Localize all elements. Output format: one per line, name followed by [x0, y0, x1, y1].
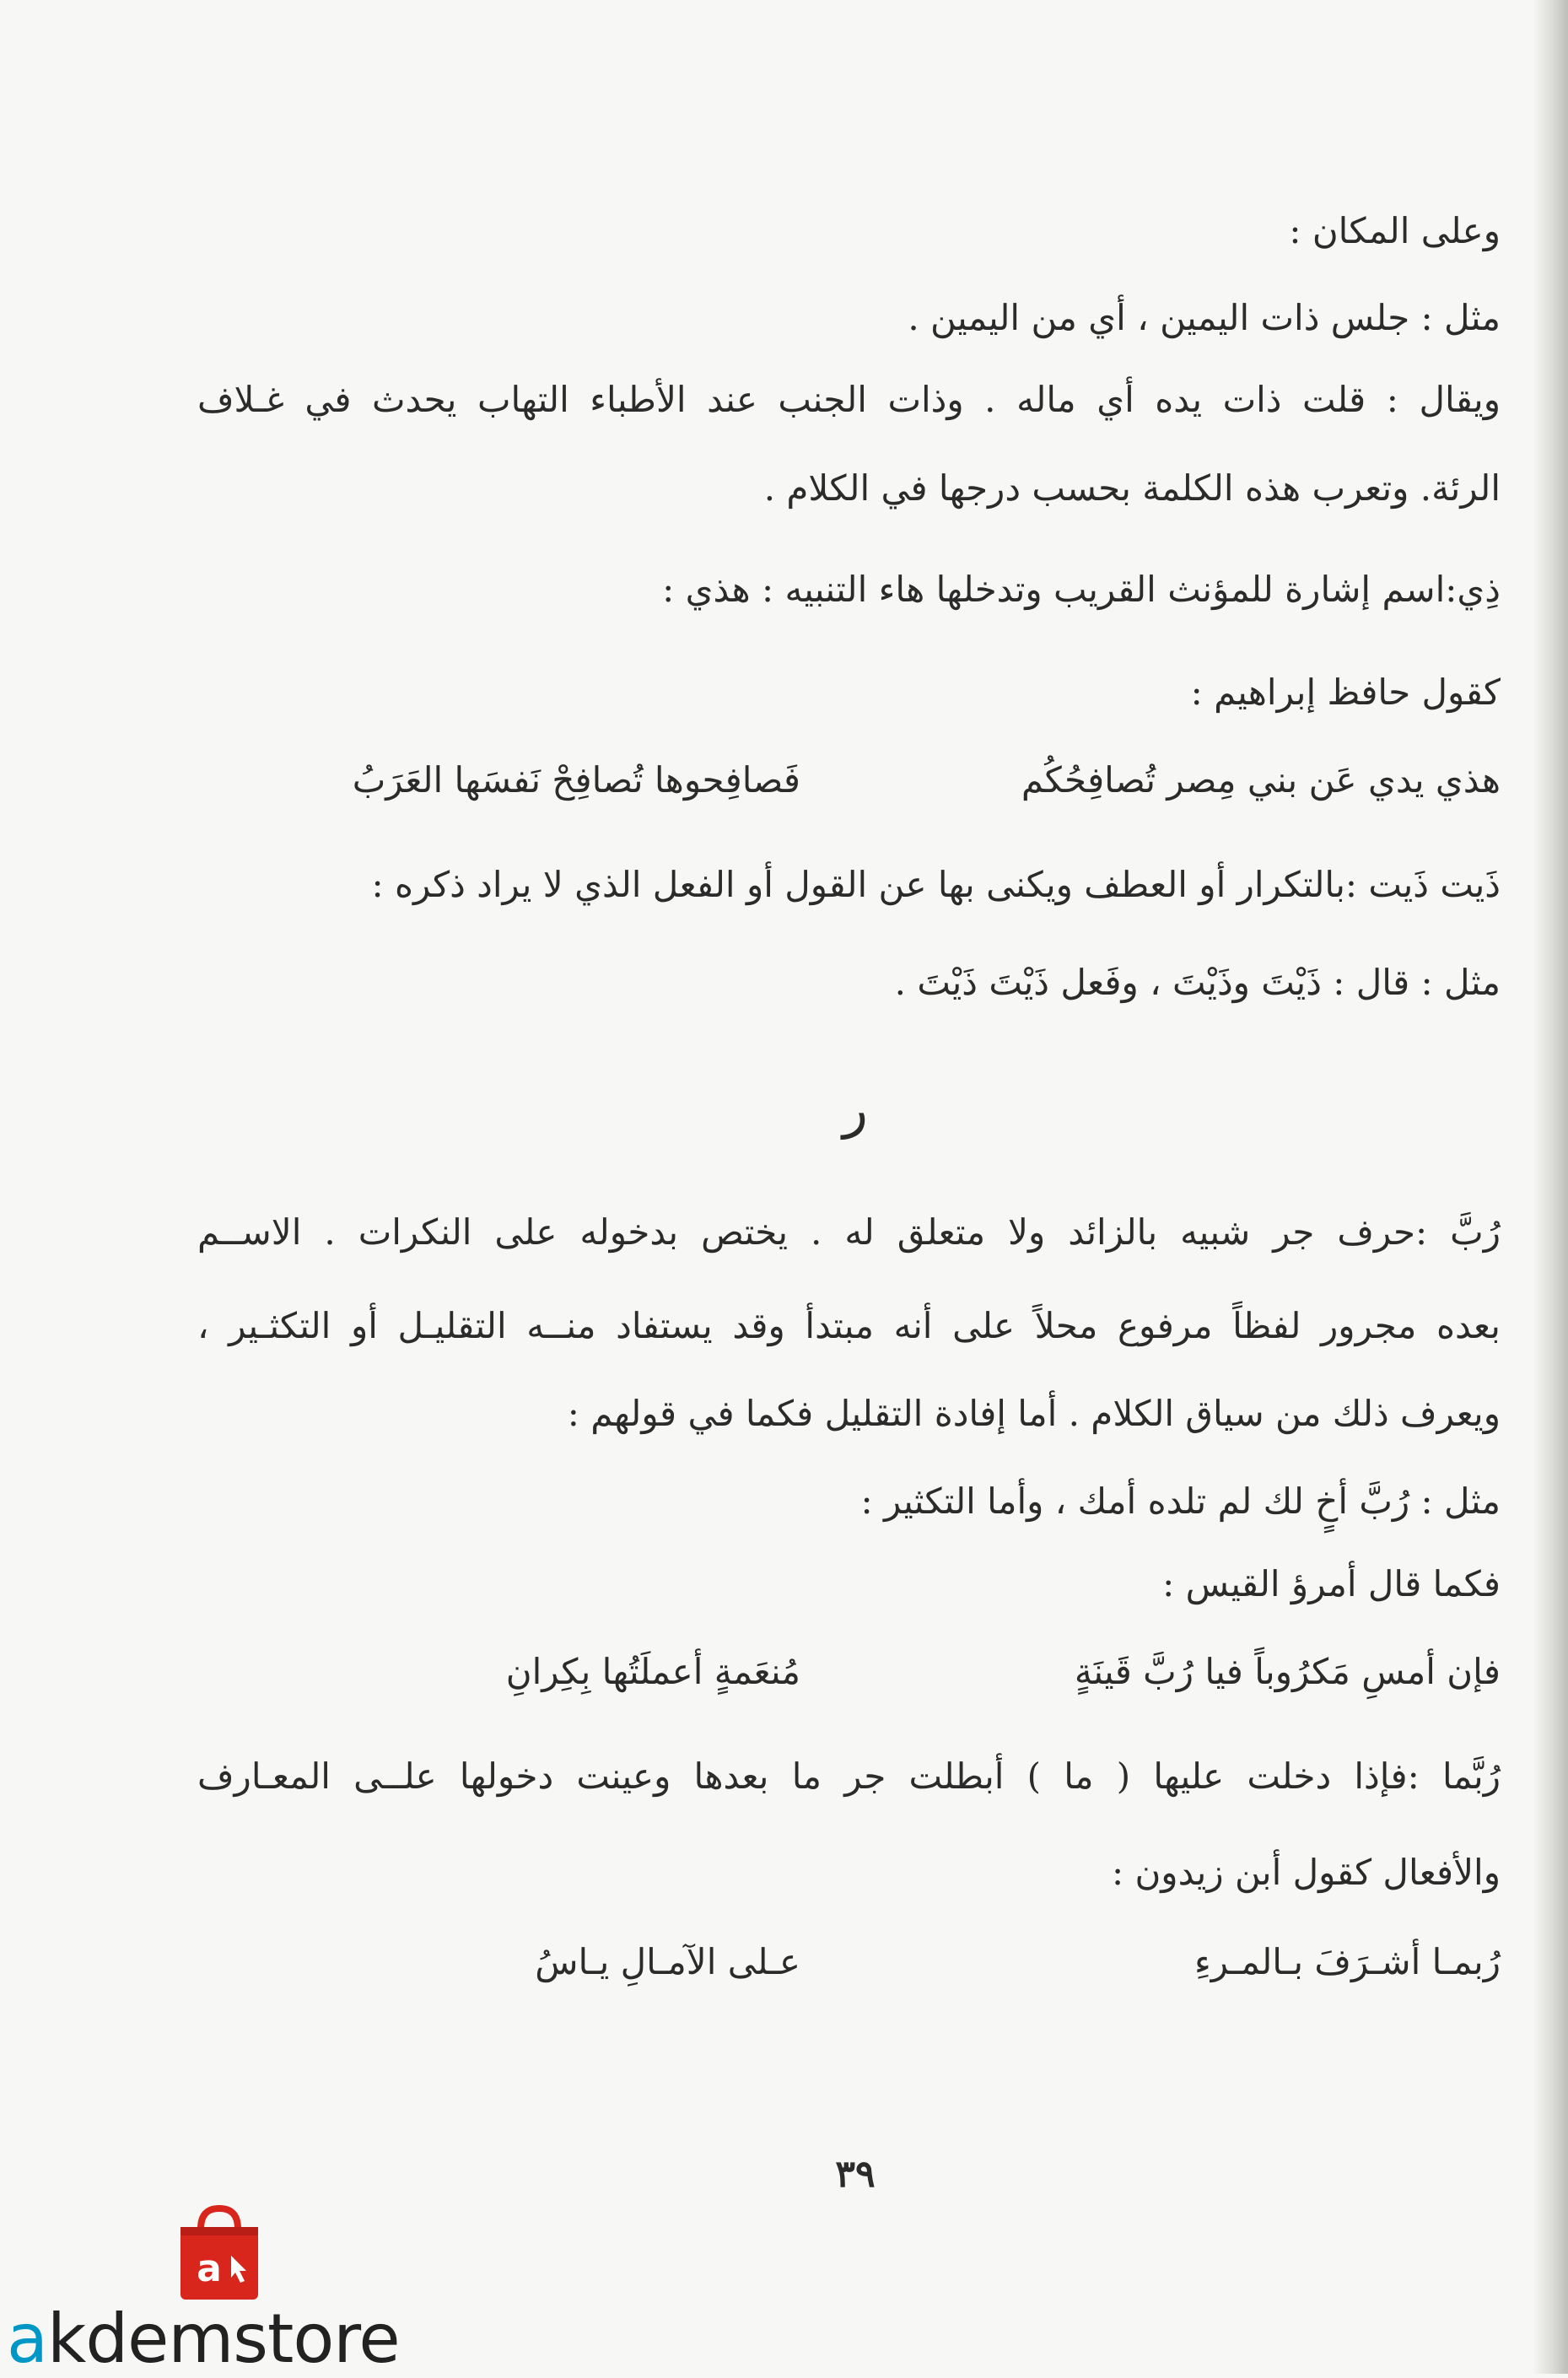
logo-wordmark	[7, 2301, 400, 2377]
logo-wordmark-a: a	[7, 2300, 48, 2378]
section-letter-heading: ر	[843, 1078, 868, 1140]
logo-wordmark-rest: kdemstore	[47, 2300, 400, 2378]
text-line: ذَيت ذَيت :بالتكرار أو العطف ويكنى بها عن القول أو الفعل الذي لا يراد ذكره :	[371, 864, 1501, 905]
text-line: مثل : جلس ذات اليمين ، أي من اليمين .	[908, 297, 1501, 338]
text-line: رُبَّما :فإذا دخلت عليها ( ما ) أبطلت جر ما بعدها وعينت دخولها علــى المعـارف	[197, 1755, 1501, 1797]
verse-second-hemistich: فَصافِحوها تُصافِحْ نَفسَها العَرَبُ	[352, 759, 800, 801]
text-line: مثل : قال : ذَيْتَ وذَيْتَ ، وفَعل ذَيْتَ ذَيْتَ .	[894, 962, 1501, 1003]
bag-letter: a	[197, 2247, 222, 2290]
verse-second-hemistich: مُنعَمةٍ أعملَتُها بِكِرانِ	[505, 1651, 800, 1692]
text-line: مثل : رُبَّ أخٍ لك لم تلده أمك ، وأما التكثير :	[860, 1480, 1501, 1522]
shopping-bag-icon	[175, 2203, 263, 2303]
text-line: رُبَّ :حرف جر شبيه بالزائد ولا متعلق له . يختص بدخوله على النكرات . الاســم	[197, 1211, 1501, 1253]
poetry-verse	[197, 755, 1501, 806]
book-spine-shadow	[1533, 0, 1568, 2374]
text-line: فكما قال أمرؤ القيس :	[1162, 1563, 1501, 1604]
book-page	[117, 0, 1501, 2374]
text-line: الرئة. وتعرب هذه الكلمة بحسب درجها في الكلام .	[763, 467, 1501, 509]
verse-first-hemistich: رُبمـا أشـرَفَ بـالمـرءِ	[1194, 1941, 1501, 1982]
verse-second-hemistich: عـلى الآمـالِ يـاسُ	[535, 1941, 800, 1982]
text-line: وعلى المكان :	[1289, 210, 1501, 251]
text-line: بعده مجرور لفظاً مرفوع محلاً على أنه مبتدأ وقد يستفاد منــه التقليـل أو التكثـير ،	[197, 1305, 1501, 1346]
verse-first-hemistich: هذي يدي عَن بني مِصر تُصافِحُكُم	[1021, 759, 1501, 801]
page-number: ٣٩	[835, 2153, 876, 2196]
poetry-verse	[197, 1647, 1501, 1697]
text-line: كقول حافظ إبراهيم :	[1190, 671, 1501, 713]
text-line: ذِي:اسم إشارة للمؤنث القريب وتدخلها هاء التنبيه : هذي :	[662, 569, 1501, 610]
verse-first-hemistich: فإن أمسِ مَكرُوباً فيا رُبَّ قَينَةٍ	[1074, 1651, 1501, 1692]
akdemstore-logo	[0, 2193, 472, 2378]
poetry-verse	[197, 1937, 1501, 1987]
text-line: ويقال : قلت ذات يده أي ماله . وذات الجنب عند الأطباء التهاب يحدث في غـلاف	[197, 379, 1501, 420]
text-line: والأفعال كقول أبن زيدون :	[1111, 1852, 1501, 1893]
text-line: ويعرف ذلك من سياق الكلام . أما إفادة التقليل فكما في قولهم :	[567, 1393, 1501, 1434]
